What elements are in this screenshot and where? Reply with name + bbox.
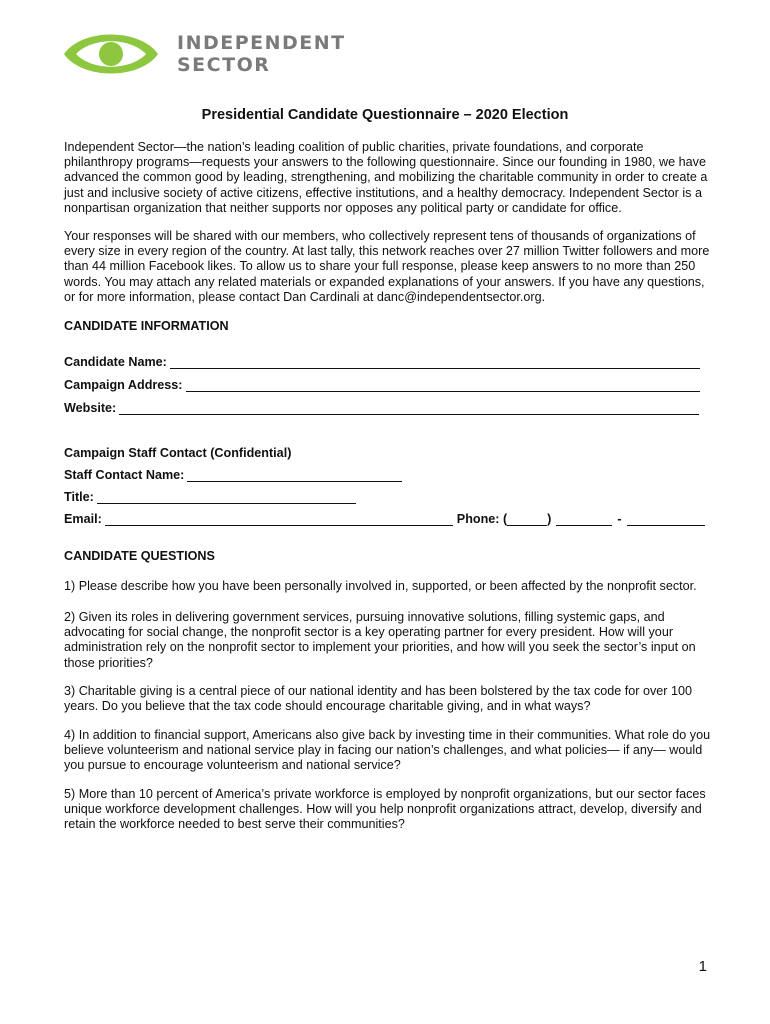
candidate-name-label: Candidate Name: — [64, 355, 167, 369]
title-label: Title: — [64, 490, 94, 504]
email-label: Email: — [64, 512, 102, 526]
phone-label: Phone: ( — [456, 512, 508, 526]
independent-sector-logo — [62, 26, 352, 82]
website-label: Website: — [64, 401, 117, 415]
candidate-info-heading: CANDIDATE INFORMATION — [64, 319, 229, 333]
phone-area-code-line[interactable] — [507, 512, 547, 526]
title-field[interactable] — [64, 490, 356, 504]
page-number: 1 — [698, 958, 707, 975]
staff-contact-name-label: Staff Contact Name: — [64, 468, 185, 482]
question-4: 4) In addition to financial support, Americans also give back by investing time in their communities. What role do you believe volunteerism and national service play in facing our nation’s challenges, and what policies— if any— would you pursue to encourage volunteerism and national service? — [64, 728, 711, 773]
email-line[interactable] — [105, 512, 453, 526]
email-phone-row — [64, 512, 705, 526]
intro-paragraph-1: Independent Sector—the nation’s leading coalition of public charities, private foundations, and corporate philanthropy programs—requests your answers to the following questionnaire. Since our founding in 1980, we have advanced the common good by leading, strengthening, and mobilizing the charitable community in order to create a just and inclusive society of active citizens, effective institutions, and a healthy democracy. Independent Sector is a nonpartisan organization that neither supports nor opposes any political party or candidate for office. — [64, 140, 708, 215]
title-line[interactable] — [97, 490, 356, 504]
candidate-questions-heading: CANDIDATE QUESTIONS — [64, 549, 215, 563]
website-line[interactable] — [119, 401, 699, 415]
phone-dash: - — [617, 512, 622, 526]
staff-contact-name-line[interactable] — [187, 468, 402, 482]
phone-paren: ) — [547, 512, 552, 526]
document-title: Presidential Candidate Questionnaire – 2020 Election — [201, 107, 569, 123]
phone-number-line[interactable] — [627, 512, 705, 526]
question-1: 1) Please describe how you have been personally involved in, supported, or been affected by the nonprofit sector. — [64, 579, 697, 593]
question-3: 3) Charitable giving is a central piece of our national identity and has been bolstered by the tax code for over 100 years. Do you believe that the tax code should encourage charitable giving, and in what ways? — [64, 684, 692, 714]
logo-line-2: SECTOR — [177, 54, 271, 76]
campaign-address-field[interactable] — [64, 378, 700, 392]
campaign-address-line[interactable] — [186, 378, 700, 392]
staff-contact-heading: Campaign Staff Contact (Confidential) — [64, 446, 292, 460]
phone-prefix-line[interactable] — [556, 512, 612, 526]
staff-contact-name-field[interactable] — [64, 468, 402, 482]
campaign-address-label: Campaign Address: — [64, 378, 183, 392]
question-5: 5) More than 10 percent of America’s private workforce is employed by nonprofit organizations, but our sector faces unique workforce development challenges. How will you help nonprofit organizations attract, develop, diversify and retain the workforce needed to best serve their communities? — [64, 787, 706, 832]
candidate-name-field[interactable] — [64, 355, 700, 369]
logo-wordmark — [177, 32, 346, 76]
logo-line-1: INDEPENDENT — [177, 32, 346, 54]
intro-paragraph-2: Your responses will be shared with our members, who collectively represent tens of thousands of organizations of every size in every region of the country. At last tally, this network reaches over 27 million Twitter followers and more than 44 million Facebook likes. To allow us to share your full response, please keep answers to no more than 250 words. You may attach any related materials or expanded explanations of your answers. If you have any questions, or for more information, please contact Dan Cardinali at danc@independentsector.org. — [64, 229, 710, 304]
website-field[interactable] — [64, 401, 699, 415]
eye-logo-icon — [62, 26, 160, 82]
candidate-name-line[interactable] — [170, 355, 700, 369]
question-2: 2) Given its roles in delivering government services, pursuing innovative solutions, filling systemic gaps, and advocating for social change, the nonprofit sector is a key operating partner for every president. How will your administration rely on the nonprofit sector to implement your priorities, and how will you seek the sector’s input on those priorities? — [64, 610, 696, 670]
